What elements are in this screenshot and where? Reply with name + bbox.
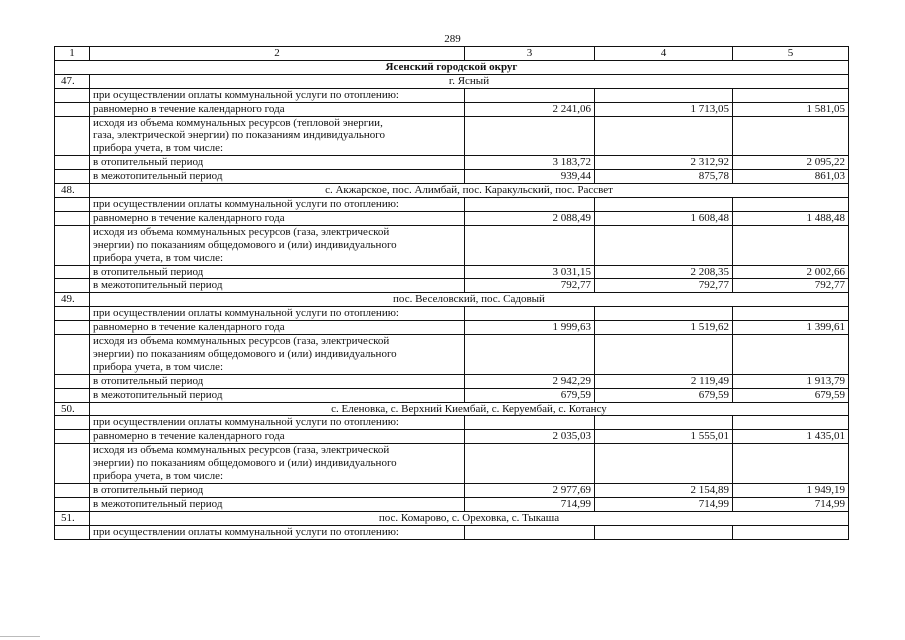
value-cell-empty	[733, 335, 849, 375]
value-cell-empty	[595, 225, 733, 265]
value-cell-empty	[595, 335, 733, 375]
location-name: пос. Веселовский, пос. Садовый	[90, 293, 849, 307]
volume-label	[90, 335, 465, 375]
value-cell: 2 035,03	[465, 430, 595, 444]
value-cell: 714,99	[465, 497, 595, 511]
volume-label	[90, 225, 465, 265]
value-cell: 1 581,05	[733, 102, 849, 116]
row-label: в отопительный период	[90, 484, 465, 498]
value-cell-empty	[595, 197, 733, 211]
row-label: в межотопительный период	[90, 170, 465, 184]
row-number: 51.	[55, 511, 90, 525]
value-cell-empty	[595, 525, 733, 539]
value-cell: 1 399,61	[733, 321, 849, 335]
number-cell-empty	[55, 444, 90, 484]
heating-label: при осуществлении оплаты коммунальной услуги по отоплению:	[90, 416, 465, 430]
even-year-row	[55, 430, 849, 444]
volume-label-line: газа, электрической энергии) по показаниям индивидуального	[93, 129, 385, 142]
interheating-period-row	[55, 497, 849, 511]
number-cell-empty	[55, 484, 90, 498]
value-cell-empty	[465, 416, 595, 430]
location-row	[55, 74, 849, 88]
value-cell: 714,99	[595, 497, 733, 511]
value-cell-empty	[465, 335, 595, 375]
value-cell: 939,44	[465, 170, 595, 184]
number-cell-empty	[55, 211, 90, 225]
location-row	[55, 184, 849, 198]
value-cell: 1 555,01	[595, 430, 733, 444]
value-cell-empty	[465, 225, 595, 265]
value-cell: 2 942,29	[465, 374, 595, 388]
value-cell: 1 713,05	[595, 102, 733, 116]
volume-label-line: энергии) по показаниям общедомового и (или) индивидуального	[93, 238, 397, 251]
value-cell: 2 119,49	[595, 374, 733, 388]
value-cell: 2 977,69	[465, 484, 595, 498]
row-label: равномерно в течение календарного года	[90, 102, 465, 116]
value-cell-empty	[733, 444, 849, 484]
section-title: Ясенский городской округ	[55, 60, 849, 74]
volume-label-line: прибора учета, в том числе:	[93, 251, 224, 264]
number-cell-empty	[55, 102, 90, 116]
value-cell: 792,77	[595, 279, 733, 293]
heating-period-row	[55, 156, 849, 170]
row-label: в отопительный период	[90, 265, 465, 279]
value-cell-empty	[733, 307, 849, 321]
value-cell-empty	[733, 225, 849, 265]
row-label: в отопительный период	[90, 156, 465, 170]
value-cell: 861,03	[733, 170, 849, 184]
value-cell: 1 488,48	[733, 211, 849, 225]
row-number: 50.	[55, 402, 90, 416]
number-cell-empty	[55, 170, 90, 184]
number-cell-empty	[55, 279, 90, 293]
volume-label-line: энергии) по показаниям общедомового и (или) индивидуального	[93, 457, 397, 470]
location-row	[55, 402, 849, 416]
interheating-period-row	[55, 170, 849, 184]
row-number: 48.	[55, 184, 90, 198]
volume-label	[90, 444, 465, 484]
volume-label-line: исходя из объема коммунальных ресурсов (газа, электрической	[93, 335, 390, 348]
value-cell: 1 913,79	[733, 374, 849, 388]
heating-label: при осуществлении оплаты коммунальной услуги по отоплению:	[90, 525, 465, 539]
heating-header-row	[55, 525, 849, 539]
value-cell-empty	[595, 444, 733, 484]
heating-period-row	[55, 265, 849, 279]
number-cell-empty	[55, 374, 90, 388]
number-cell-empty	[55, 388, 90, 402]
row-label: равномерно в течение календарного года	[90, 211, 465, 225]
number-cell-empty	[55, 197, 90, 211]
volume-row	[55, 116, 849, 156]
value-cell-empty	[733, 197, 849, 211]
number-cell-empty	[55, 430, 90, 444]
header-cell: 2	[90, 47, 465, 61]
value-cell: 679,59	[595, 388, 733, 402]
value-cell: 1 999,63	[465, 321, 595, 335]
volume-label	[90, 116, 465, 156]
heating-period-row	[55, 484, 849, 498]
interheating-period-row	[55, 279, 849, 293]
value-cell: 3 031,15	[465, 265, 595, 279]
row-number: 47.	[55, 74, 90, 88]
value-cell: 875,78	[595, 170, 733, 184]
location-row	[55, 511, 849, 525]
value-cell: 2 088,49	[465, 211, 595, 225]
value-cell-empty	[465, 116, 595, 156]
value-cell: 1 949,19	[733, 484, 849, 498]
even-year-row	[55, 102, 849, 116]
number-cell-empty	[55, 321, 90, 335]
header-cell: 3	[465, 47, 595, 61]
volume-row	[55, 225, 849, 265]
value-cell-empty	[733, 525, 849, 539]
value-cell: 1 435,01	[733, 430, 849, 444]
value-cell: 2 312,92	[595, 156, 733, 170]
value-cell: 2 095,22	[733, 156, 849, 170]
value-cell: 2 241,06	[465, 102, 595, 116]
location-name: пос. Комарово, с. Ореховка, с. Тыкаша	[90, 511, 849, 525]
value-cell: 3 183,72	[465, 156, 595, 170]
row-label: равномерно в течение календарного года	[90, 321, 465, 335]
volume-label-line: прибора учета, в том числе:	[93, 142, 224, 155]
value-cell-empty	[595, 88, 733, 102]
value-cell-empty	[465, 88, 595, 102]
volume-label-line: прибора учета, в том числе:	[93, 360, 224, 373]
number-cell-empty	[55, 335, 90, 375]
number-cell-empty	[55, 88, 90, 102]
even-year-row	[55, 321, 849, 335]
number-cell-empty	[55, 156, 90, 170]
header-cell: 1	[55, 47, 90, 61]
value-cell-empty	[733, 416, 849, 430]
value-cell: 2 154,89	[595, 484, 733, 498]
value-cell-empty	[733, 88, 849, 102]
header-cell: 5	[733, 47, 849, 61]
location-name: с. Еленовка, с. Верхний Киембай, с. Керуембай, с. Котансу	[90, 402, 849, 416]
value-cell-empty	[465, 444, 595, 484]
page-number: 289	[444, 33, 461, 45]
even-year-row	[55, 211, 849, 225]
volume-label-line: прибора учета, в том числе:	[93, 470, 224, 483]
value-cell: 2 002,66	[733, 265, 849, 279]
row-label: в межотопительный период	[90, 497, 465, 511]
volume-row	[55, 444, 849, 484]
value-cell-empty	[465, 307, 595, 321]
value-cell-empty	[595, 307, 733, 321]
number-cell-empty	[55, 307, 90, 321]
row-number: 49.	[55, 293, 90, 307]
value-cell: 2 208,35	[595, 265, 733, 279]
heating-header-row	[55, 307, 849, 321]
value-cell-empty	[465, 197, 595, 211]
location-row	[55, 293, 849, 307]
volume-label-line: исходя из объема коммунальных ресурсов (газа, электрической	[93, 225, 390, 238]
value-cell: 714,99	[733, 497, 849, 511]
value-cell: 792,77	[733, 279, 849, 293]
number-cell-empty	[55, 225, 90, 265]
header-row	[55, 47, 849, 61]
value-cell: 679,59	[733, 388, 849, 402]
row-label: в межотопительный период	[90, 388, 465, 402]
row-label: в отопительный период	[90, 374, 465, 388]
heating-label: при осуществлении оплаты коммунальной услуги по отоплению:	[90, 88, 465, 102]
heating-header-row	[55, 416, 849, 430]
interheating-period-row	[55, 388, 849, 402]
number-cell-empty	[55, 116, 90, 156]
heating-header-row	[55, 88, 849, 102]
value-cell: 1 608,48	[595, 211, 733, 225]
tariff-table	[54, 46, 849, 540]
heating-header-row	[55, 197, 849, 211]
row-label: в межотопительный период	[90, 279, 465, 293]
value-cell-empty	[465, 525, 595, 539]
row-label: равномерно в течение календарного года	[90, 430, 465, 444]
number-cell-empty	[55, 525, 90, 539]
value-cell-empty	[595, 116, 733, 156]
value-cell: 1 519,62	[595, 321, 733, 335]
volume-label-line: энергии) по показаниям общедомового и (или) индивидуального	[93, 347, 397, 360]
volume-row	[55, 335, 849, 375]
value-cell-empty	[733, 116, 849, 156]
volume-label-line: исходя из объема коммунальных ресурсов (тепловой энергии,	[93, 116, 383, 129]
number-cell-empty	[55, 497, 90, 511]
heating-label: при осуществлении оплаты коммунальной услуги по отоплению:	[90, 307, 465, 321]
header-cell: 4	[595, 47, 733, 61]
location-name: с. Акжарское, пос. Алимбай, пос. Каракульский, пос. Рассвет	[90, 184, 849, 198]
number-cell-empty	[55, 265, 90, 279]
number-cell-empty	[55, 416, 90, 430]
location-name: г. Ясный	[90, 74, 849, 88]
section-row	[55, 60, 849, 74]
heating-period-row	[55, 374, 849, 388]
value-cell-empty	[595, 416, 733, 430]
scan-edge-mark	[0, 636, 40, 637]
heating-label: при осуществлении оплаты коммунальной услуги по отоплению:	[90, 197, 465, 211]
volume-label-line: исходя из объема коммунальных ресурсов (газа, электрической	[93, 444, 390, 457]
value-cell: 792,77	[465, 279, 595, 293]
value-cell: 679,59	[465, 388, 595, 402]
